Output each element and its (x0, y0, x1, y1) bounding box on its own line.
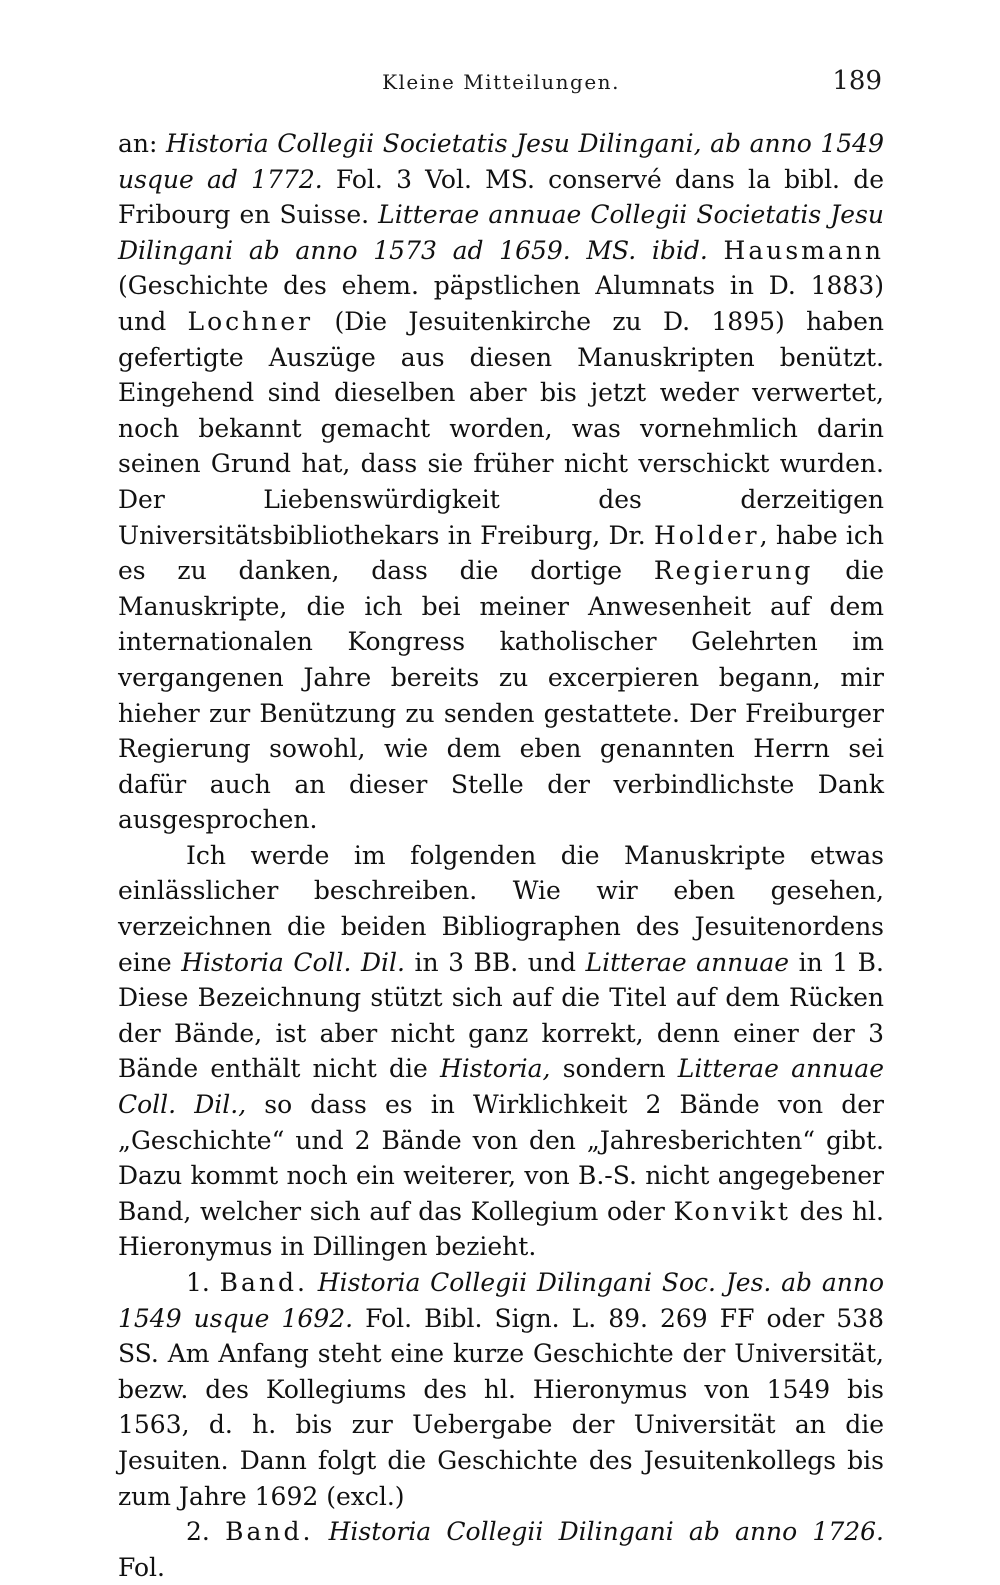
italic-text-run: Historia Collegii Dilingani ab anno 1726. (328, 1517, 884, 1547)
running-title: Kleine Mitteilungen. (382, 70, 620, 94)
text-run (313, 1517, 328, 1546)
text-run: Ich werde im folgenden die Manuskripte etwas einlässlicher beschreiben. Wie wir eben gesehen, verzeichnen die beiden Bibliographen des Jesuitenordens eine (118, 840, 884, 977)
italic-text-run: Litterae annuae (585, 947, 790, 977)
paragraph (118, 126, 884, 838)
text-run (308, 1268, 318, 1297)
paragraph (118, 1514, 884, 1585)
spaced-text-run: Hausmann (723, 235, 884, 265)
text-run: die Manuskripte, die ich bei meiner Anwesenheit auf dem internationalen Kongress katholischer Gelehrten im vergangenen Jahre bereits zu excerpieren begann, mir hieher zur Benützung zu senden gestattete. Der Freiburger Regierung sowohl, wie dem eben genannten Herrn sei dafür auch an dieser Stelle der verbindlichste Dank ausgesprochen. (118, 556, 884, 835)
text-run: an: (118, 129, 167, 158)
text-run: des hl. Hieronymus in Dillingen bezieht. (118, 1196, 884, 1262)
paragraph (118, 1265, 884, 1514)
italic-text-run: Historia Collegii Dilingani Soc. Jes. ab anno 1549 usque 1692. (118, 1268, 884, 1333)
italic-text-run: Historia Collegii Societatis Jesu Dilingani, ab anno 1549 usque ad 1772. (118, 129, 884, 194)
italic-text-run: Litterae annuae Coll. Dil., (118, 1054, 884, 1120)
text-run: (Die Jesuitenkirche zu D. 1895) haben gefertigte Auszüge aus diesen Manuskripten benützt. Eingehend sind dieselben aber bis jetzt weder verwertet, noch bekannt gemacht worden, was vornehmlich darin seinen Grund hat, dass sie früher nicht verschickt wurden. Der Liebenswürdigkeit des derzeitigen Universitätsbibliothekars in Freiburg, Dr. (118, 306, 884, 550)
text-run: in 1 B. Diese Bezeichnung stützt sich auf die Titel auf dem Rücken der Bände, ist aber nicht ganz korrekt, denn einer der 3 Bände enthält nicht die (118, 947, 884, 1084)
text-run: 1. (186, 1268, 220, 1297)
spaced-text-run: Regierung (653, 556, 814, 586)
italic-text-run: Historia Coll. Dil. (181, 947, 405, 977)
spaced-text-run: Holder (653, 520, 760, 550)
text-run: , habe ich es zu danken, dass die dortige (118, 520, 884, 586)
text-run: Fol. (118, 1552, 165, 1582)
spaced-text-run: Konvikt (673, 1196, 791, 1226)
italic-text-run: Litterae annuae Collegii Societatis Jesu Dilingani ab anno 1573 ad 1659. MS. ibid. (118, 200, 884, 265)
body-text (118, 126, 884, 1585)
text-run: sondern (550, 1054, 678, 1084)
text-run: in 3 BB. und (404, 947, 586, 977)
page-number: 189 (832, 66, 882, 96)
paragraph (118, 838, 884, 1265)
page-header (118, 66, 884, 106)
spaced-text-run: Lochner (187, 306, 314, 336)
text-run: Fol. 3 Vol. MS. conservé dans la bibl. de Fribourg en Suisse. (118, 164, 885, 230)
italic-text-run: Historia, (439, 1054, 551, 1084)
spaced-text-run: Band. (225, 1517, 314, 1547)
text-run (708, 236, 724, 265)
text-run: Fol. Bibl. Sign. L. 89. 269 FF oder 538 SS. Am Anfang steht eine kurze Geschichte der Universität, bezw. des Kollegiums des hl. Hieronymus von 1549 bis 1563, d. h. bis zur Uebergabe der Universität an die Jesuiten. Dann folgt die Geschichte des Jesuitenkollegs bis zum Jahre 1692 (excl.) (118, 1303, 884, 1511)
text-run: so dass es in Wirklichkeit 2 Bände von der „Geschichte“ und 2 Bände von den „Jahresberichten“ gibt. Dazu kommt noch ein weiterer, von B.-S. nicht angegebener Band, welcher sich auf das Kollegium oder (118, 1090, 884, 1226)
text-run: 2. (186, 1517, 226, 1547)
spaced-text-run: Band. (219, 1268, 308, 1297)
text-run: (Geschichte des ehem. päpstlichen Alumnats in D. 1883) und (118, 271, 884, 336)
